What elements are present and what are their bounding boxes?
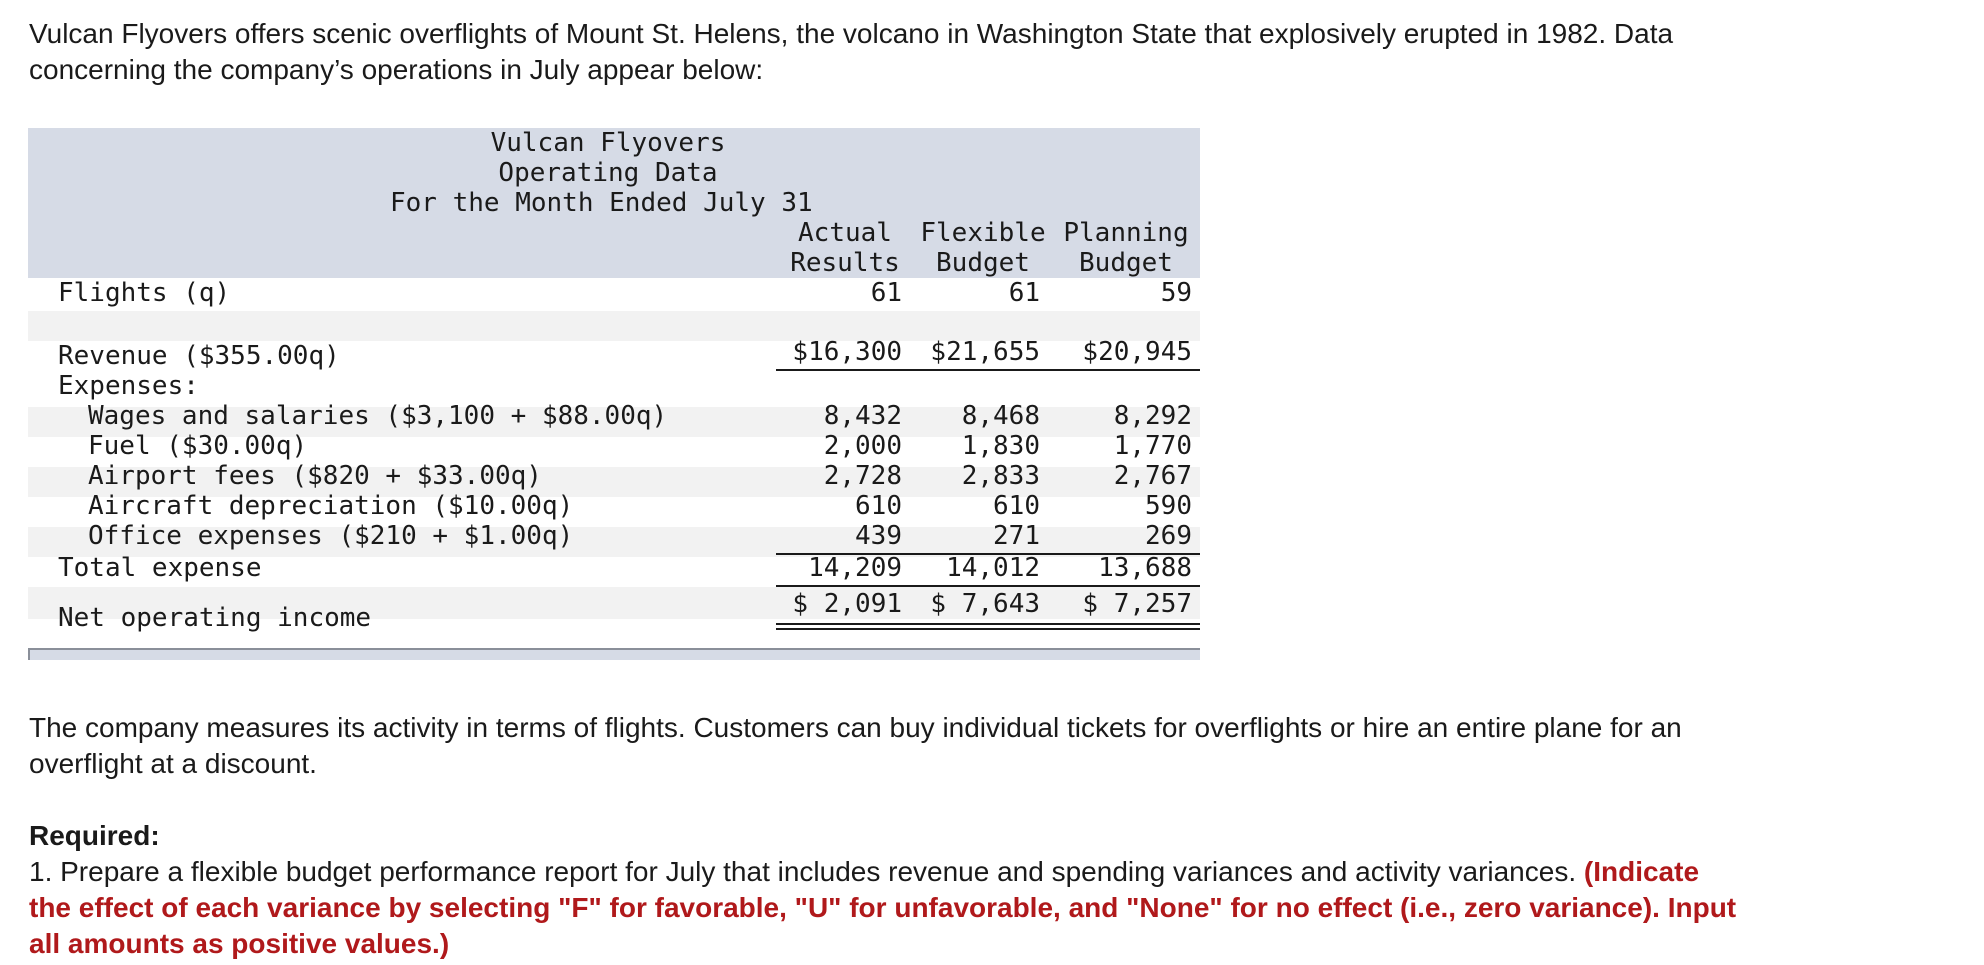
required-heading: Required: (29, 820, 160, 851)
row-flights-actual: 61 (870, 278, 902, 308)
row-flights-label: Flights (q) (58, 278, 231, 308)
revenue-underline (776, 369, 1200, 371)
row-revenue-label: Revenue ($355.00q) (58, 341, 340, 371)
row-total-expense-label: Total expense (58, 553, 262, 583)
net-income-double-rule-bottom (776, 628, 1200, 630)
row-fuel-flexible: 1,830 (961, 431, 1040, 461)
row-airport-fees-flexible: 2,833 (961, 461, 1040, 491)
row-airport-fees-label: Airport fees ($820 + $33.00q) (88, 461, 542, 491)
row-revenue-actual: $16,300 (792, 337, 902, 367)
row-flights-planning: 59 (1160, 278, 1192, 308)
col-planning-line1: Planning (1063, 218, 1189, 248)
col-actual-line2: Results (790, 248, 900, 278)
table-scrollbar[interactable] (28, 648, 1200, 660)
row-flights-flexible: 61 (1008, 278, 1040, 308)
col-flexible-line2: Budget (936, 248, 1030, 278)
row-depreciation-label: Aircraft depreciation ($10.00q) (88, 491, 574, 521)
row-office-planning: 269 (1145, 521, 1192, 551)
net-income-double-rule-top (776, 623, 1200, 625)
required-line-2-red: the effect of each variance by selecting "F" for favorable, "U" for unfavorable, and "None" for no effect (i.e., zero variance). Input (29, 892, 1737, 923)
table-title-report: Operating Data (498, 158, 718, 188)
row-revenue-planning: $20,945 (1082, 337, 1192, 367)
row-wages-label: Wages and salaries ($3,100 + $88.00q) (88, 401, 668, 431)
row-fuel-actual: 2,000 (823, 431, 902, 461)
row-total-expense-planning: 13,688 (1098, 553, 1192, 583)
total-underline (776, 585, 1200, 587)
row-airport-fees-actual: 2,728 (823, 461, 902, 491)
row-fuel-label: Fuel ($30.00q) (88, 431, 308, 461)
row-total-expense-flexible: 14,012 (946, 553, 1040, 583)
row-wages-actual: 8,432 (823, 401, 902, 431)
table-title-company: Vulcan Flyovers (490, 128, 726, 158)
intro-line-1: Vulcan Flyovers offers scenic overflights of Mount St. Helens, the volcano in Washington State that explosively erupted in 1982. Data (29, 18, 1674, 49)
required-line-1: 1. Prepare a flexible budget performance report for July that includes revenue and spending variances and activity variances. (29, 856, 1577, 887)
row-office-actual: 439 (855, 521, 902, 551)
table-title-period: For the Month Ended July 31 (390, 188, 813, 218)
row-office-label: Office expenses ($210 + $1.00q) (88, 521, 574, 551)
row-total-expense-actual: 14,209 (808, 553, 902, 583)
row-net-income-flexible: $ 7,643 (930, 589, 1040, 619)
activity-line-1: The company measures its activity in terms of flights. Customers can buy individual tickets for overflights or hire an entire plane for an (29, 712, 1682, 743)
row-fuel-planning: 1,770 (1113, 431, 1192, 461)
required-instructions (29, 854, 1959, 962)
col-actual-line1: Actual (798, 218, 892, 248)
row-net-income-actual: $ 2,091 (792, 589, 902, 619)
row-airport-fees-planning: 2,767 (1113, 461, 1192, 491)
col-planning-line2: Budget (1079, 248, 1173, 278)
row-expenses-heading: Expenses: (58, 371, 199, 401)
row-depreciation-actual: 610 (855, 491, 902, 521)
row-revenue-flexible: $21,655 (930, 337, 1040, 367)
row-depreciation-planning: 590 (1145, 491, 1192, 521)
row-wages-planning: 8,292 (1113, 401, 1192, 431)
row-office-flexible: 271 (993, 521, 1040, 551)
activity-paragraph (29, 710, 1959, 782)
required-line-3-red: all amounts as positive values.) (29, 928, 450, 959)
row-depreciation-flexible: 610 (993, 491, 1040, 521)
intro-paragraph (29, 16, 1959, 88)
col-flexible-line1: Flexible (920, 218, 1046, 248)
row-net-income-planning: $ 7,257 (1082, 589, 1192, 619)
row-net-income-label: Net operating income (58, 603, 372, 633)
row-wages-flexible: 8,468 (961, 401, 1040, 431)
operating-data-table (28, 128, 1200, 662)
required-line-1-red: (Indicate (1583, 856, 1700, 887)
intro-line-2: concerning the company’s operations in July appear below: (29, 54, 764, 85)
activity-line-2: overflight at a discount. (29, 748, 317, 779)
